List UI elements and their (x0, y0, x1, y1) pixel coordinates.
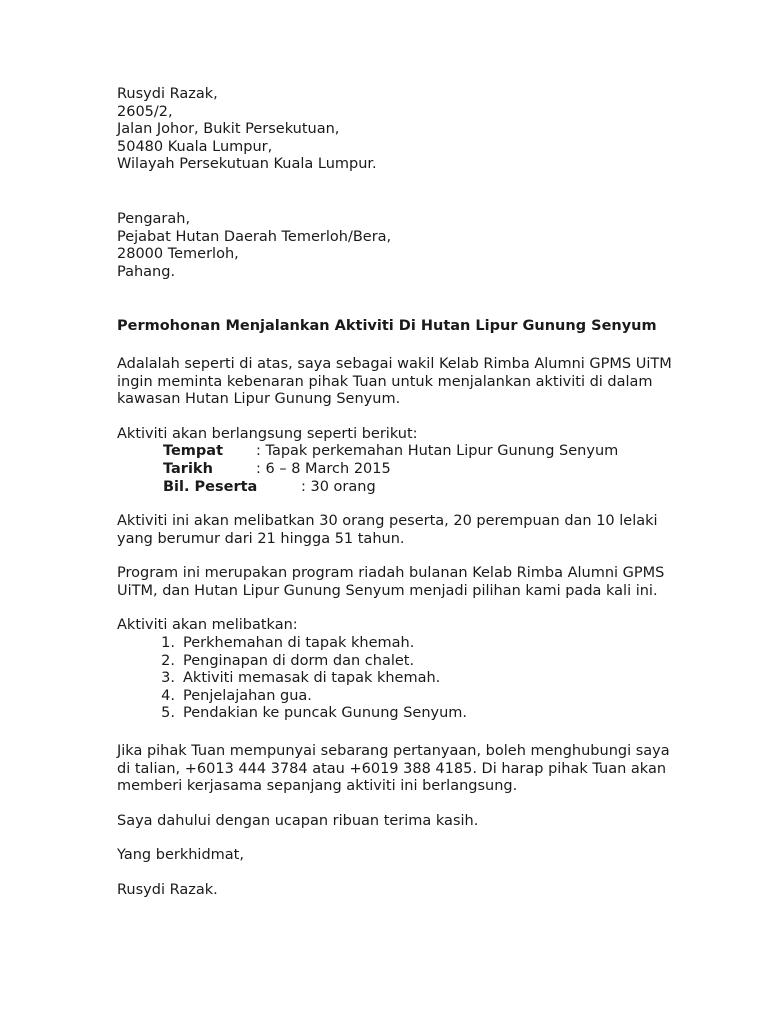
list-number: 1. (161, 635, 175, 652)
letter (117, 86, 677, 900)
details-value: : 30 orang (301, 478, 376, 495)
sender-line: Jalan Johor, Bukit Persekutuan, (117, 121, 340, 138)
recipient-line: Pahang. (117, 263, 176, 280)
list-item (155, 670, 677, 688)
details-value: : 6 – 8 March 2015 (256, 460, 391, 477)
program-paragraph: Program ini merupakan program riadah bulanan Kelab Rimba Alumni GPMS UiTM, dan Hutan Lipur Gunung Senyum menjadi pilihan kami pada kali ini. (117, 565, 665, 599)
closing-line: Yang berkhidmat, (117, 847, 244, 864)
recipient-line: Pejabat Hutan Daerah Temerloh/Bera, (117, 228, 392, 245)
details-label: Tarikh (163, 460, 213, 477)
details-label: Tempat (163, 443, 224, 460)
list-text: Pendakian ke puncak Gunung Senyum. (183, 705, 468, 722)
list-number: 3. (161, 670, 175, 687)
details-row-tempat (117, 443, 677, 461)
list-item (155, 653, 677, 671)
activities-list (117, 635, 677, 723)
details-section (117, 426, 677, 496)
participants-paragraph: Aktiviti ini akan melibatkan 30 orang peserta, 20 perempuan dan 10 lelaki yang berumur dari 21 hingga 51 tahun. (117, 513, 658, 547)
recipient-line: Pengarah, (117, 210, 191, 227)
details-label: Bil. Peserta (163, 478, 258, 495)
list-text: Penginapan di dorm dan chalet. (183, 652, 415, 669)
sender-line: Wilayah Persekutuan Kuala Lumpur. (117, 156, 377, 173)
sender-line: Rusydi Razak, (117, 86, 218, 102)
list-number: 4. (161, 687, 175, 704)
recipient-address (117, 211, 677, 281)
intro-paragraph: Adalalah seperti di atas, saya sebagai wakil Kelab Rimba Alumni GPMS UiTM ingin meminta kebenaran pihak Tuan untuk menjalankan aktiviti di dalam kawasan Hutan Lipur Gunung Senyum. (117, 355, 672, 408)
sender-line: 2605/2, (117, 103, 173, 120)
list-number: 2. (161, 652, 175, 669)
list-text: Penjelajahan gua. (183, 687, 312, 704)
letter-subject: Permohonan Menjalankan Aktiviti Di Hutan Lipur Gunung Senyum (117, 318, 657, 335)
recipient-line: 28000 Temerloh, (117, 246, 239, 263)
list-number: 5. (161, 705, 175, 722)
sender-line: 50480 Kuala Lumpur, (117, 138, 273, 155)
list-item (155, 635, 677, 653)
sender-address (117, 86, 677, 174)
activities-heading: Aktiviti akan melibatkan: (117, 617, 298, 634)
thanks-paragraph: Saya dahului dengan ucapan ribuan terima kasih. (117, 812, 479, 829)
activities-section (117, 617, 677, 723)
details-heading: Aktiviti akan berlangsung seperti berikut: (117, 425, 418, 442)
details-row-peserta (117, 479, 677, 497)
signature-name: Rusydi Razak. (117, 882, 218, 898)
contact-paragraph: Jika pihak Tuan mempunyai sebarang pertanyaan, boleh menghubungi saya di talian, +6013 444 3784 atau +6019 388 4185. Di harap pihak Tuan akan memberi kerjasama sepanjang aktiviti ini berlangsung. (117, 743, 670, 795)
details-row-tarikh (117, 461, 677, 479)
list-item (155, 688, 677, 706)
list-item (155, 705, 677, 723)
details-value: : Tapak perkemahan Hutan Lipur Gunung Senyum (256, 443, 619, 460)
list-text: Aktiviti memasak di tapak khemah. (183, 670, 441, 687)
list-text: Perkhemahan di tapak khemah. (183, 635, 415, 652)
